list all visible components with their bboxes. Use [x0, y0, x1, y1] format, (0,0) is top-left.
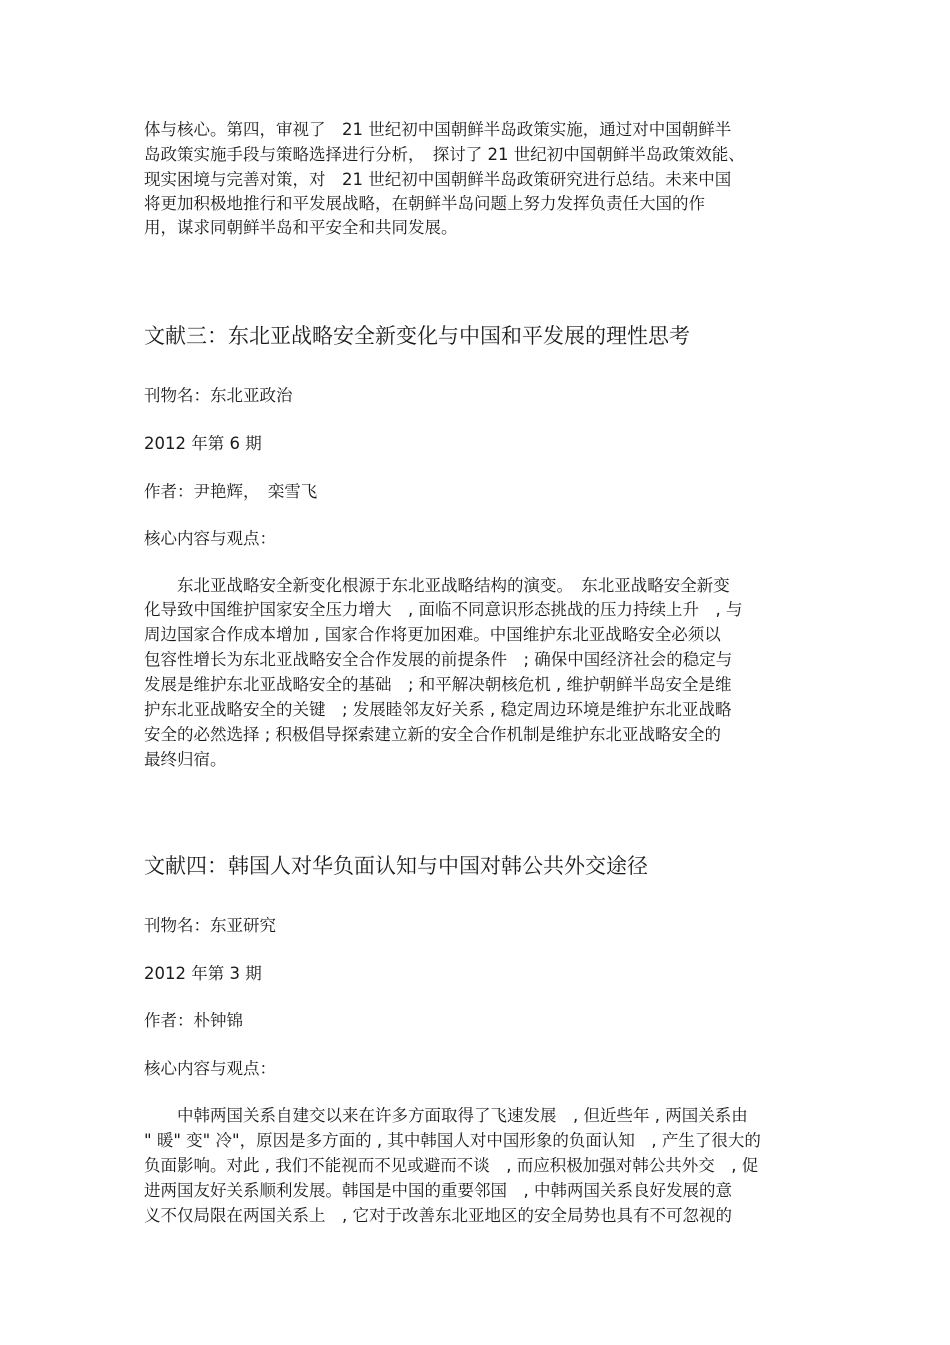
doc4-body-line: " 暖" 变" 冷"，原因是多方面的 , 其中韩国人对中国形象的负面认知 , 产生了很大的	[144, 1131, 761, 1150]
doc3-body-line: 最终归宿。	[144, 750, 227, 769]
doc3-issue: 2012 年第 6 期	[144, 434, 262, 453]
intro-line: 将更加积极地推行和平发展战略，在朝鲜半岛问题上努力发挥负责任大国的作	[144, 194, 705, 213]
doc4-journal: 刊物名：东亚研究	[144, 916, 276, 935]
doc3-body-line: 护东北亚战略安全的关键 ; 发展睦邻友好关系 , 稳定周边环境是维护东北亚战略	[144, 700, 732, 719]
doc3-core-label: 核心内容与观点：	[144, 529, 276, 548]
doc3-authors: 作者：尹艳辉， 栾雪飞	[144, 482, 318, 501]
intro-line: 用，谋求同朝鲜半岛和平安全和共同发展。	[144, 218, 458, 237]
doc4-core-label: 核心内容与观点：	[144, 1059, 276, 1078]
doc4-authors: 作者：朴钟锦	[144, 1011, 243, 1030]
intro-line: 现实困境与完善对策，对 21 世纪初中国朝鲜半岛政策研究进行总结。未来中国	[144, 170, 732, 189]
doc4-title: 文献四：韩国人对华负面认知与中国对韩公共外交途径	[144, 854, 648, 878]
doc4-body-line: 义不仅局限在两国关系上 , 它对于改善东北亚地区的安全局势也具有不可忽视的	[144, 1206, 732, 1225]
intro-line: 岛政策实施手段与策略选择进行分析， 探讨了 21 世纪初中国朝鲜半岛政策效能、	[144, 145, 745, 164]
doc4-body-line: 进两国友好关系顺利发展。韩国是中国的重要邻国 , 中韩两国关系良好发展的意	[144, 1181, 732, 1200]
doc3-body-line: 周边国家合作成本增加 , 国家合作将更加困难。中国维护东北亚战略安全必须以	[144, 625, 721, 644]
doc3-body-line: 安全的必然选择 ; 积极倡导探索建立新的安全合作机制是维护东北亚战略安全的	[144, 725, 722, 744]
doc4-body-line: 中韩两国关系自建交以来在许多方面取得了飞速发展 , 但近些年 , 两国关系由	[144, 1106, 748, 1125]
intro-line: 体与核心。第四，审视了 21 世纪初中国朝鲜半岛政策实施，通过对中国朝鲜半	[144, 120, 732, 139]
doc3-journal: 刊物名：东北亚政治	[144, 386, 293, 405]
doc3-body-line: 包容性增长为东北亚战略安全合作发展的前提条件 ; 确保中国经济社会的稳定与	[144, 650, 733, 669]
doc4-issue: 2012 年第 3 期	[144, 964, 262, 983]
doc4-body-line: 负面影响。对此 , 我们不能视而不见或避而不谈 , 而应积极加强对韩公共外交 , 促	[144, 1156, 759, 1175]
doc3-title: 文献三：东北亚战略安全新变化与中国和平发展的理性思考	[144, 324, 690, 348]
doc3-body-line: 化导致中国维护国家安全压力增大 , 面临不同意识形态挑战的压力持续上升 , 与	[144, 600, 743, 619]
doc3-body-line: 东北亚战略安全新变化根源于东北亚战略结构的演变。 东北亚战略安全新变	[144, 576, 730, 595]
doc3-body-line: 发展是维护东北亚战略安全的基础 ; 和平解决朝核危机 , 维护朝鲜半岛安全是维	[144, 675, 732, 694]
